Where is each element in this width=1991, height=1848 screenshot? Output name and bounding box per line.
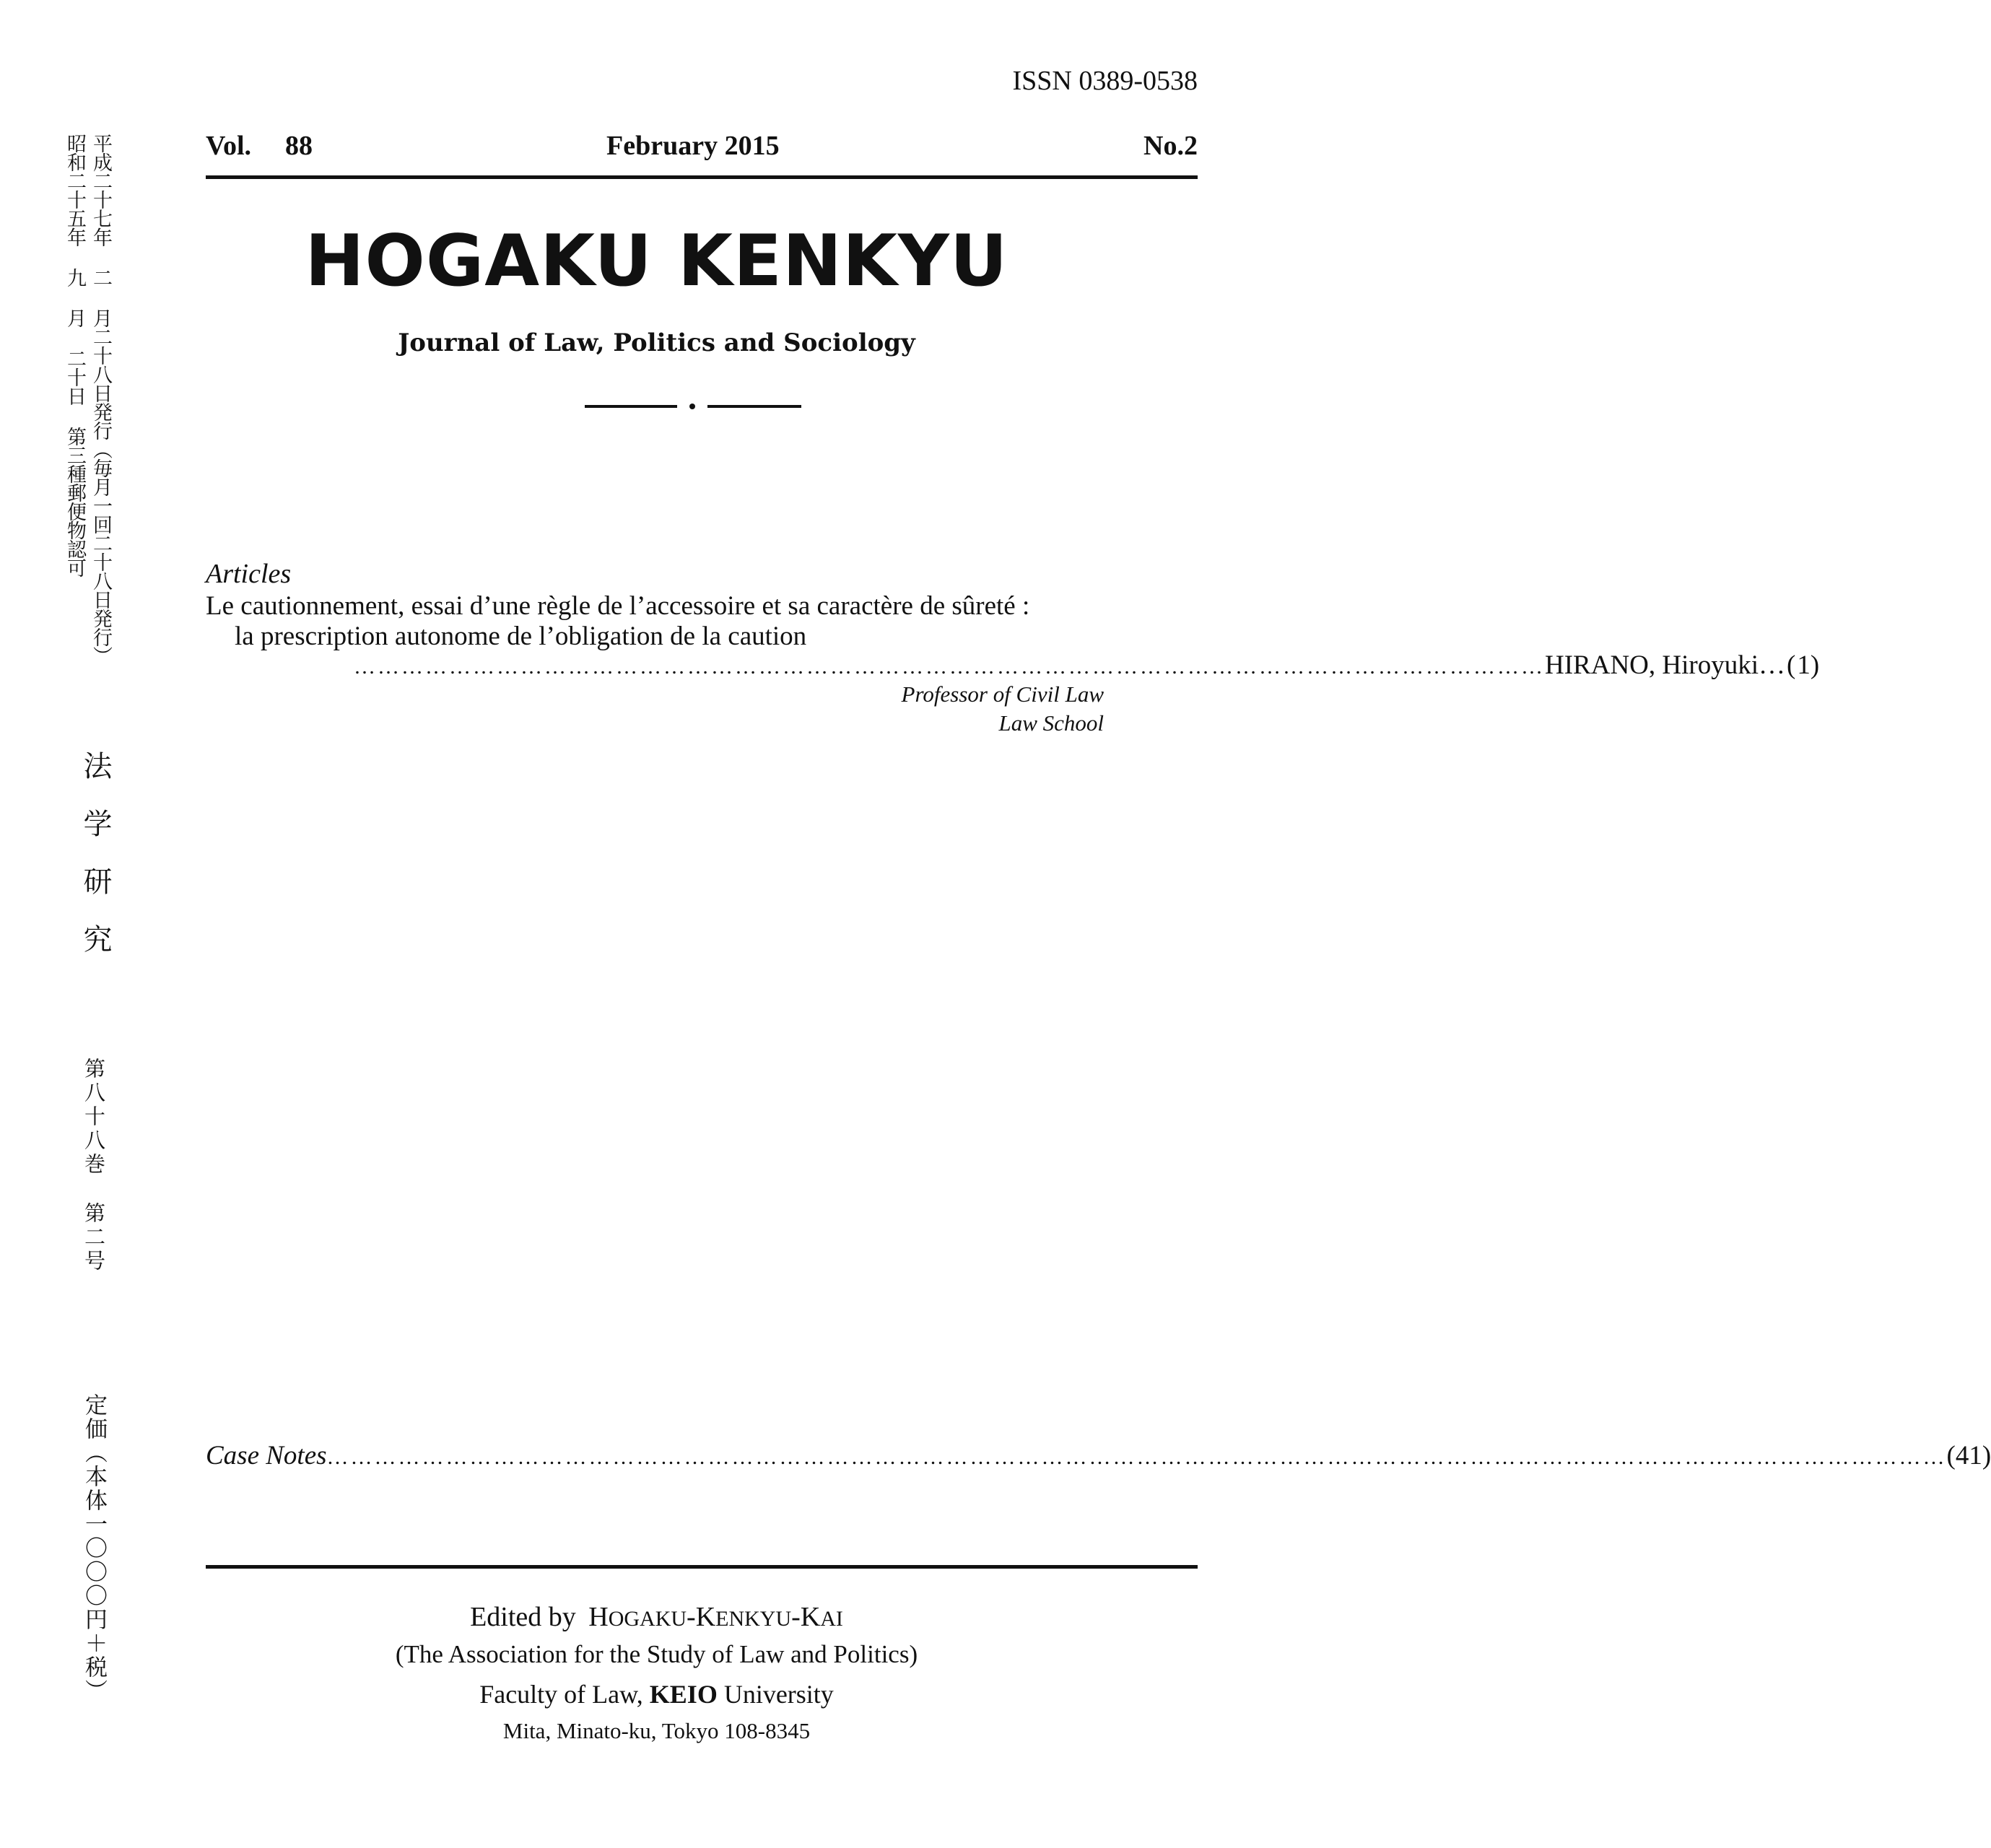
spine-issue: 第二号 — [82, 1202, 106, 1273]
journal-subtitle: Journal of Law, Politics and Sociology — [398, 328, 915, 357]
issue-date: February 2015 — [606, 131, 780, 161]
author-affiliation-school: Law School — [998, 710, 1104, 736]
volume-label: Vol. — [206, 131, 252, 161]
spine-price: 定価（本体一〇〇〇円＋税） — [81, 1393, 107, 1703]
spine-postal-permit: 昭和二十五年 九 月 二十日 第三種郵便物認可 — [64, 134, 86, 577]
faculty-suffix: University — [723, 1680, 834, 1709]
page-paren-close: ) — [1982, 1441, 1991, 1470]
issn: ISSN 0389-0538 — [1012, 66, 1198, 96]
leader-dots: …………………………………………………………………………………………………………………………………… — [354, 655, 1545, 679]
author-affiliation-title: Professor of Civil Law — [901, 681, 1104, 707]
leader-dots-short: …( — [1758, 650, 1798, 680]
article-author: HIRANO, Hiroyuki — [1545, 650, 1759, 680]
edited-by-label: Edited by — [470, 1602, 576, 1632]
issue-number: No.2 — [1143, 131, 1198, 161]
spine-publication-date: 平成二十七年 二 月二十八日発行（毎月一回二十八日発行） — [90, 134, 112, 665]
university-name: KEIO — [649, 1680, 718, 1709]
spine-volume: 第八十八巻 — [82, 1058, 106, 1177]
faculty-prefix: Faculty of Law, — [479, 1680, 643, 1709]
volume-number: 88 — [285, 131, 313, 161]
journal-title: HOGAKU KENKYU — [305, 220, 1008, 302]
articles-heading: Articles — [206, 559, 292, 589]
article-page: 1 — [1797, 650, 1811, 680]
address: Mita, Minato-ku, Tokyo 108-8345 — [502, 1718, 811, 1743]
masthead — [206, 130, 1198, 165]
page-paren-close: ) — [1810, 650, 1820, 680]
ornament-divider — [0, 396, 1313, 417]
page-paren-open: ( — [1946, 1441, 1956, 1470]
article-title-line1[interactable]: Le cautionnement, essai d’une règle de l’accessoire et sa caractère de sûreté : — [206, 591, 1030, 621]
article-toc-entry[interactable] — [354, 650, 1820, 681]
case-notes-page: 41 — [1955, 1441, 1982, 1470]
footer-rule — [206, 1565, 1198, 1569]
masthead-rule — [206, 175, 1198, 179]
spine-journal-title: 法学研究 — [79, 751, 112, 982]
case-notes-label: Case Notes — [206, 1441, 327, 1470]
edited-by-line: Edited by HOGAKU-KENKYU-KAI — [470, 1602, 843, 1632]
case-notes-toc-entry[interactable] — [206, 1440, 1991, 1471]
article-title-line2[interactable]: la prescription autonome de l’obligation de la caution — [235, 622, 807, 651]
faculty-line — [0, 1679, 1313, 1709]
association-name: (The Association for the Study of Law and Politics) — [395, 1640, 918, 1668]
leader-dots: …………………………………………………………………………………………………………………………………………………………………………………… — [326, 1445, 1947, 1469]
